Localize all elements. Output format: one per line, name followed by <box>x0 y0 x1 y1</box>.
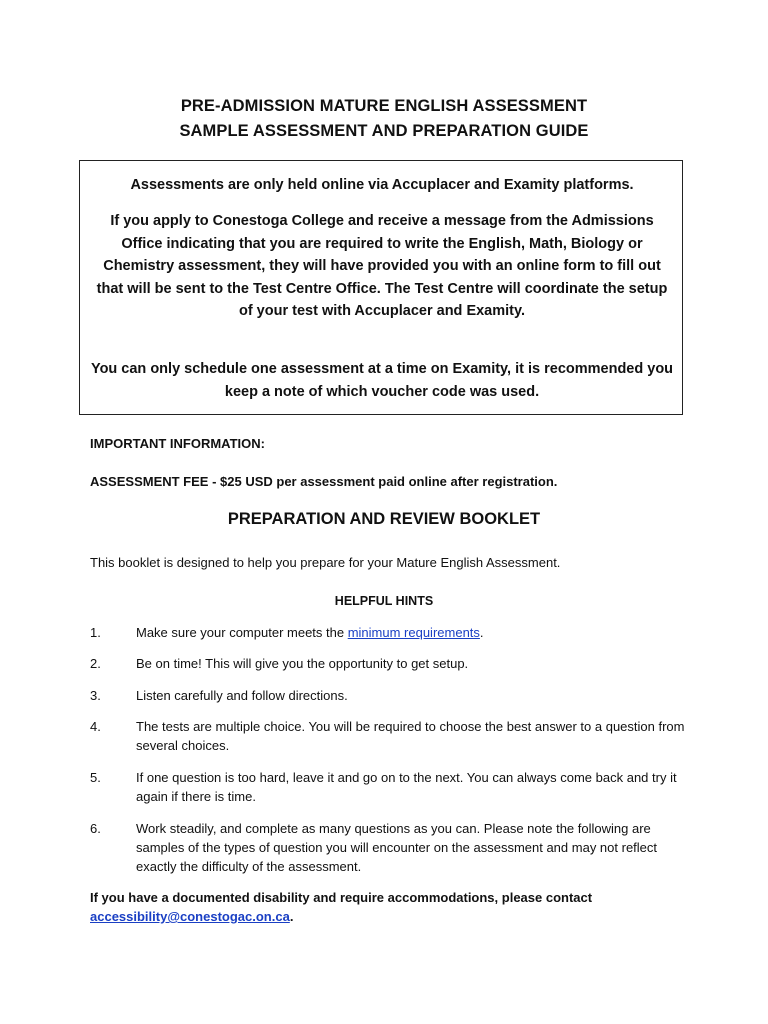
hint-text: If one question is too hard, leave it and go on to the next. You can always come back and try it again if there is time. <box>136 770 677 804</box>
minimum-requirements-link[interactable]: minimum requirements <box>347 625 480 640</box>
hint-number: 6. <box>90 821 101 836</box>
hint-text-after: . <box>479 625 484 640</box>
helpful-hints-heading: HELPFUL HINTS <box>334 594 434 608</box>
hint-number: 2. <box>90 656 101 671</box>
page-subtitle: SAMPLE ASSESSMENT AND PREPARATION GUIDE <box>179 122 589 140</box>
accessibility-email-link[interactable]: accessibility@conestogac.on.ca <box>90 909 290 924</box>
notice-application-process: If you apply to Conestoga College and receive a message from the Admissions Office indicating that you are required to write the English, Math, Biology or Chemistry assessment, they will have provided you with an online form to fill out that will be sent to the Test Centre Office. The Test Centre will coordinate the setup of your test with Accuplacer and Examity. <box>96 213 668 319</box>
notice-scheduling: You can only schedule one assessment at a time on Examity, it is recommended you keep a note of which voucher code was used. <box>90 361 674 400</box>
hint-text <box>136 623 686 642</box>
hint-text: Work steadily, and complete as many questions as you can. Please note the following are samples of the types of question you will encounter on the assessment and may not reflect exactly the difficulty of the assessment. <box>136 821 658 874</box>
hint-text: The tests are multiple choice. You will be required to choose the best answer to a question from several choices. <box>136 719 685 753</box>
booklet-intro: This booklet is designed to help you prepare for your Mature English Assessment. <box>90 555 561 570</box>
hint-number: 3. <box>90 688 101 703</box>
hint-number: 5. <box>90 770 101 785</box>
page-title: PRE-ADMISSION MATURE ENGLISH ASSESSMENT <box>180 97 588 115</box>
hint-text: Be on time! This will give you the opportunity to get setup. <box>136 656 469 671</box>
assessment-fee: ASSESSMENT FEE - $25 USD per assessment paid online after registration. <box>90 474 558 489</box>
accessibility-contact-text: If you have a documented disability and require accommodations, please contact <box>90 890 593 905</box>
hint-text: Listen carefully and follow directions. <box>136 688 348 703</box>
contact-suffix: . <box>289 909 294 924</box>
notice-online-platforms: Assessments are only held online via Accuplacer and Examity platforms. <box>130 177 634 193</box>
notice-box <box>79 160 683 415</box>
hint-text-before: Make sure your computer meets the <box>136 625 348 640</box>
important-information-label: IMPORTANT INFORMATION: <box>90 436 265 451</box>
hint-number: 1. <box>90 625 101 640</box>
hint-number: 4. <box>90 719 101 734</box>
accessibility-contact <box>90 888 690 926</box>
booklet-heading: PREPARATION AND REVIEW BOOKLET <box>227 510 541 528</box>
